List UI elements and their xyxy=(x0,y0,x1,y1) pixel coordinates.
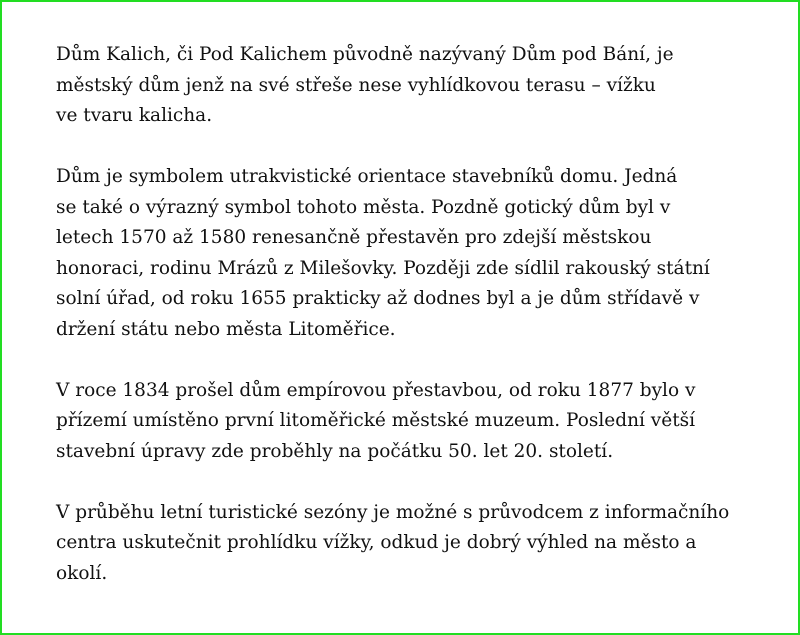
text-line: solní úřad, od roku 1655 prakticky až dodnes byl a je dům střídavě v xyxy=(56,288,700,309)
paragraph-intro xyxy=(56,40,778,132)
text-line: okolí. xyxy=(56,562,108,584)
text-line: se také o výrazný symbol tohoto města. Pozdně gotický dům byl v xyxy=(56,196,671,218)
text-line: stavební úpravy zde proběhly na počátku 50. let 20. století. xyxy=(56,440,614,462)
text-line: městský dům jenž na své střeše nese vyhlídkovou terasu – vížku xyxy=(56,74,656,96)
paragraph-tours xyxy=(56,498,778,590)
paragraph-reconstruction xyxy=(56,376,778,468)
text-line: ve tvaru kalicha. xyxy=(56,105,213,126)
text-line: V roce 1834 prošel dům empírovou přestavbou, od roku 1877 bylo v xyxy=(56,379,696,401)
text-line: Dům Kalich, či Pod Kalichem původně nazývaný Dům pod Bání, je xyxy=(56,44,674,65)
text-line: přízemí umístěno první litoměřické městské muzeum. Poslední větší xyxy=(56,410,696,431)
text-line: Dům je symbolem utrakvistické orientace stavebníků domu. Jedná xyxy=(56,166,678,187)
text-line: letech 1570 až 1580 renesančně přestavěn pro zdejší městskou xyxy=(56,227,652,248)
text-line: honoraci, rodinu Mrázů z Milešovky. Později zde sídlil rakouský státní xyxy=(56,257,710,279)
text-line: V průběhu letní turistické sezóny je možné s průvodcem z informačního xyxy=(56,501,730,523)
text-line: centra uskutečnit prohlídku vížky, odkud je dobrý výhled na město a xyxy=(56,532,697,553)
text-line: držení státu nebo města Litoměřice. xyxy=(56,318,396,340)
paragraph-history xyxy=(56,162,778,345)
